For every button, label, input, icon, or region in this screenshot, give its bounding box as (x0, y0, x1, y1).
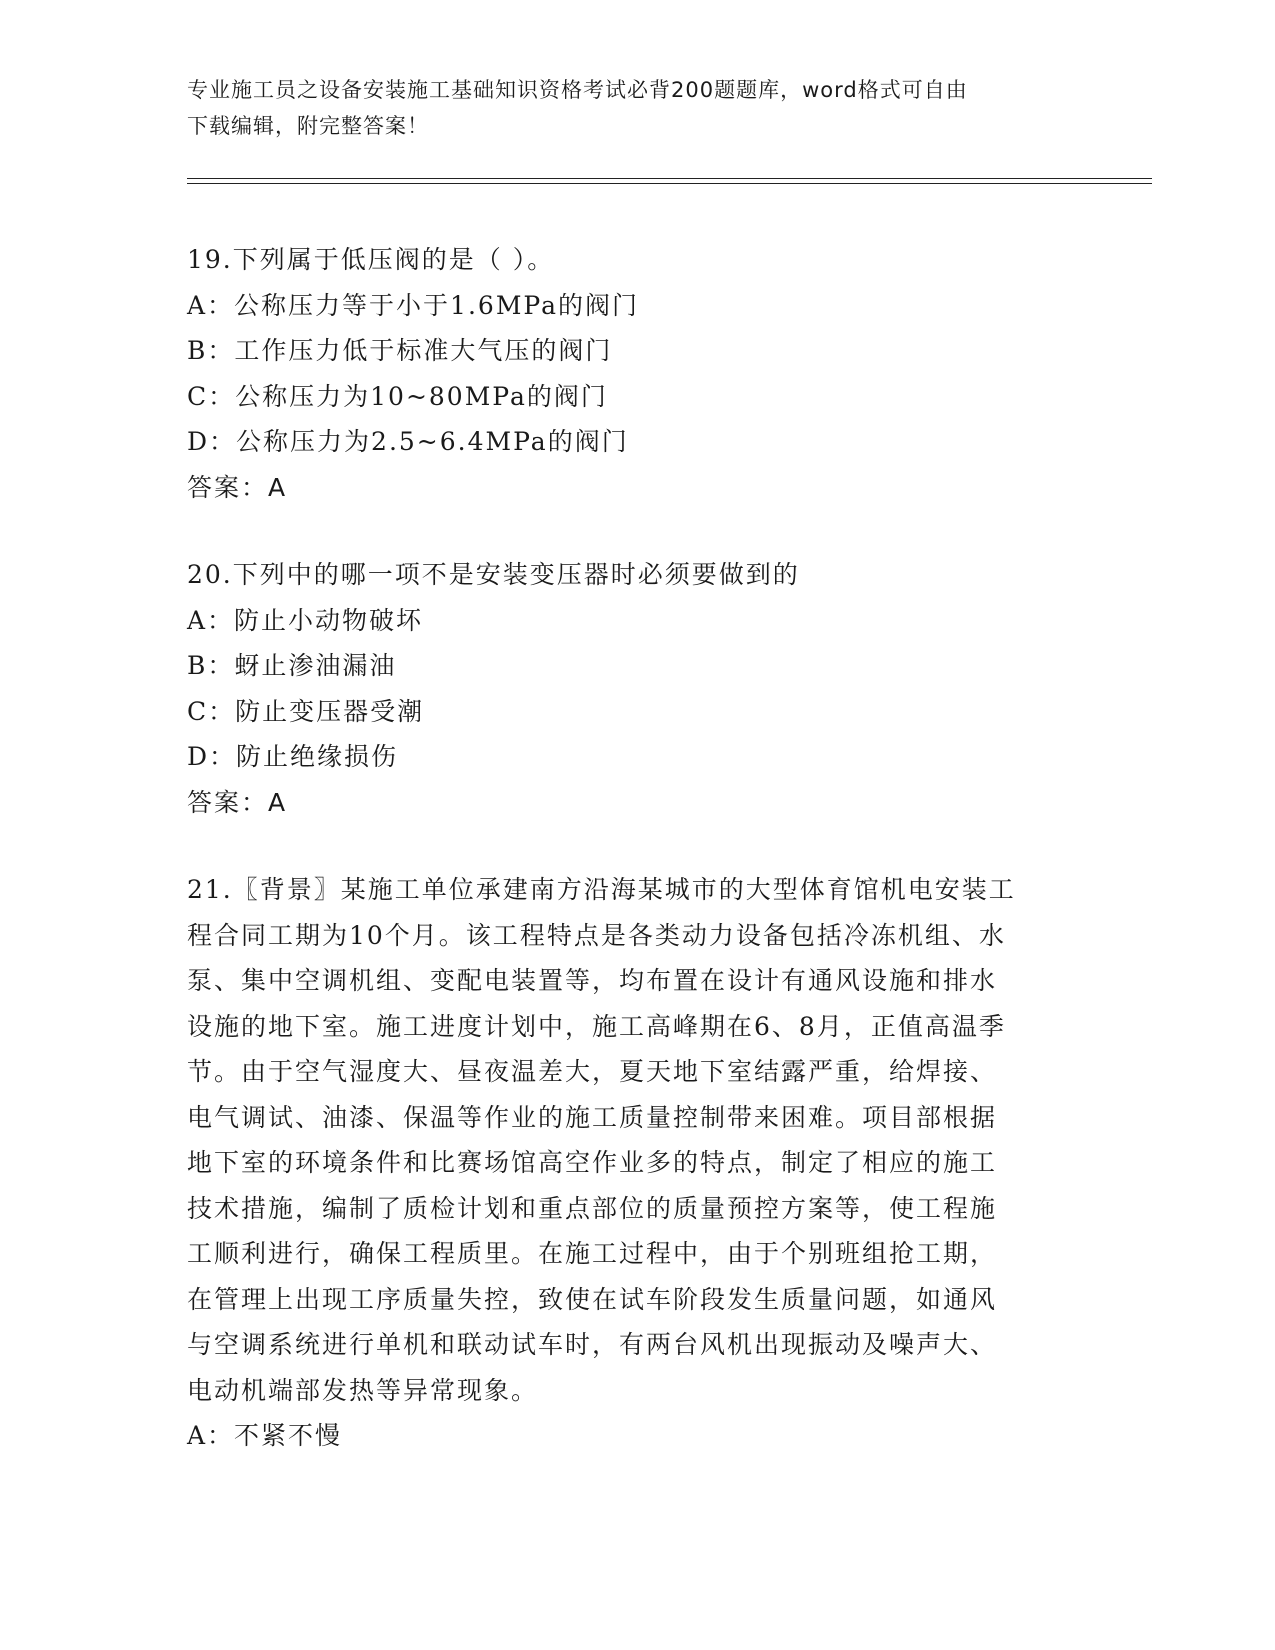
question-stem-line: 电动机端部发热等异常现象。 (187, 1375, 539, 1405)
question-stem-line: 泵、集中空调机组、变配电装置等，均布置在设计有通风设施和排水 (187, 966, 998, 995)
question-stem-line: 21.〖背景〗某施工单位承建南方沿海某城市的大型体育馆机电安装工 (187, 875, 1016, 904)
option-c: C：防止变压器受潮 (187, 696, 425, 726)
question-stem-line: 技术措施，编制了质检计划和重点部位的质量预控方案等，使工程施 (187, 1193, 998, 1223)
question-stem-line: 程合同工期为10个月。该工程特点是各类动力设备包括冷冻机组、水 (187, 920, 1006, 950)
option-b: B：蚜止渗油漏油 (187, 651, 397, 680)
question-stem-line: 电气调试、油漆、保温等作业的施工质量控制带来困难。项目部根据 (187, 1102, 998, 1132)
option-b: B：工作压力低于标准大气压的阀门 (187, 336, 613, 365)
question-stem-line: 地下室的环境条件和比赛场馆高空作业多的特点，制定了相应的施工 (187, 1148, 998, 1177)
option-c: C：公称压力为10~80MPa的阀门 (187, 381, 608, 411)
answer-label: 答案：A (187, 787, 288, 817)
question-stem-line: 设施的地下室。施工进度计划中，施工高峰期在6、8月，正值高温季 (187, 1011, 1006, 1041)
question-stem-line: 与空调系统进行单机和联动试车时，有两台风机出现振动及噪声大、 (187, 1330, 998, 1359)
question-stem-line: 节。由于空气湿度大、昼夜温差大，夏天地下室结露严重，给焊接、 (187, 1057, 998, 1086)
option-a: A：公称压力等于小于1.6MPa的阀门 (187, 290, 640, 320)
question-stem-line: 在管理上出现工序质量失控，致使在试车阶段发生质量问题，如通风 (187, 1284, 998, 1314)
option-d: D：公称压力为2.5~6.4MPa的阀门 (187, 427, 629, 456)
header-line-2: 下载编辑，附完整答案！ (187, 114, 429, 138)
option-a: A：防止小动物破坏 (187, 605, 424, 635)
option-d: D：防止绝缘损伤 (187, 742, 399, 771)
question-20 (187, 552, 1087, 825)
header-divider-top (187, 178, 1152, 179)
question-21 (187, 867, 1087, 1459)
question-stem: 19.下列属于低压阀的是（ ）。 (187, 245, 555, 274)
header-divider-bottom (187, 183, 1152, 184)
answer-label: 答案：A (187, 472, 288, 502)
option-a: A：不紧不慢 (187, 1421, 343, 1450)
question-19 (187, 237, 1087, 510)
document-header (187, 72, 1067, 144)
header-line-1: 专业施工员之设备安装施工基础知识资格考试必背200题题库，word格式可自由 (187, 78, 968, 102)
question-list (187, 237, 1087, 1501)
question-stem-line: 工顺利进行，确保工程质里。在施工过程中，由于个别班组抢工期， (187, 1239, 998, 1268)
question-stem: 20.下列中的哪一项不是安装变压器时必须要做到的 (187, 560, 800, 589)
